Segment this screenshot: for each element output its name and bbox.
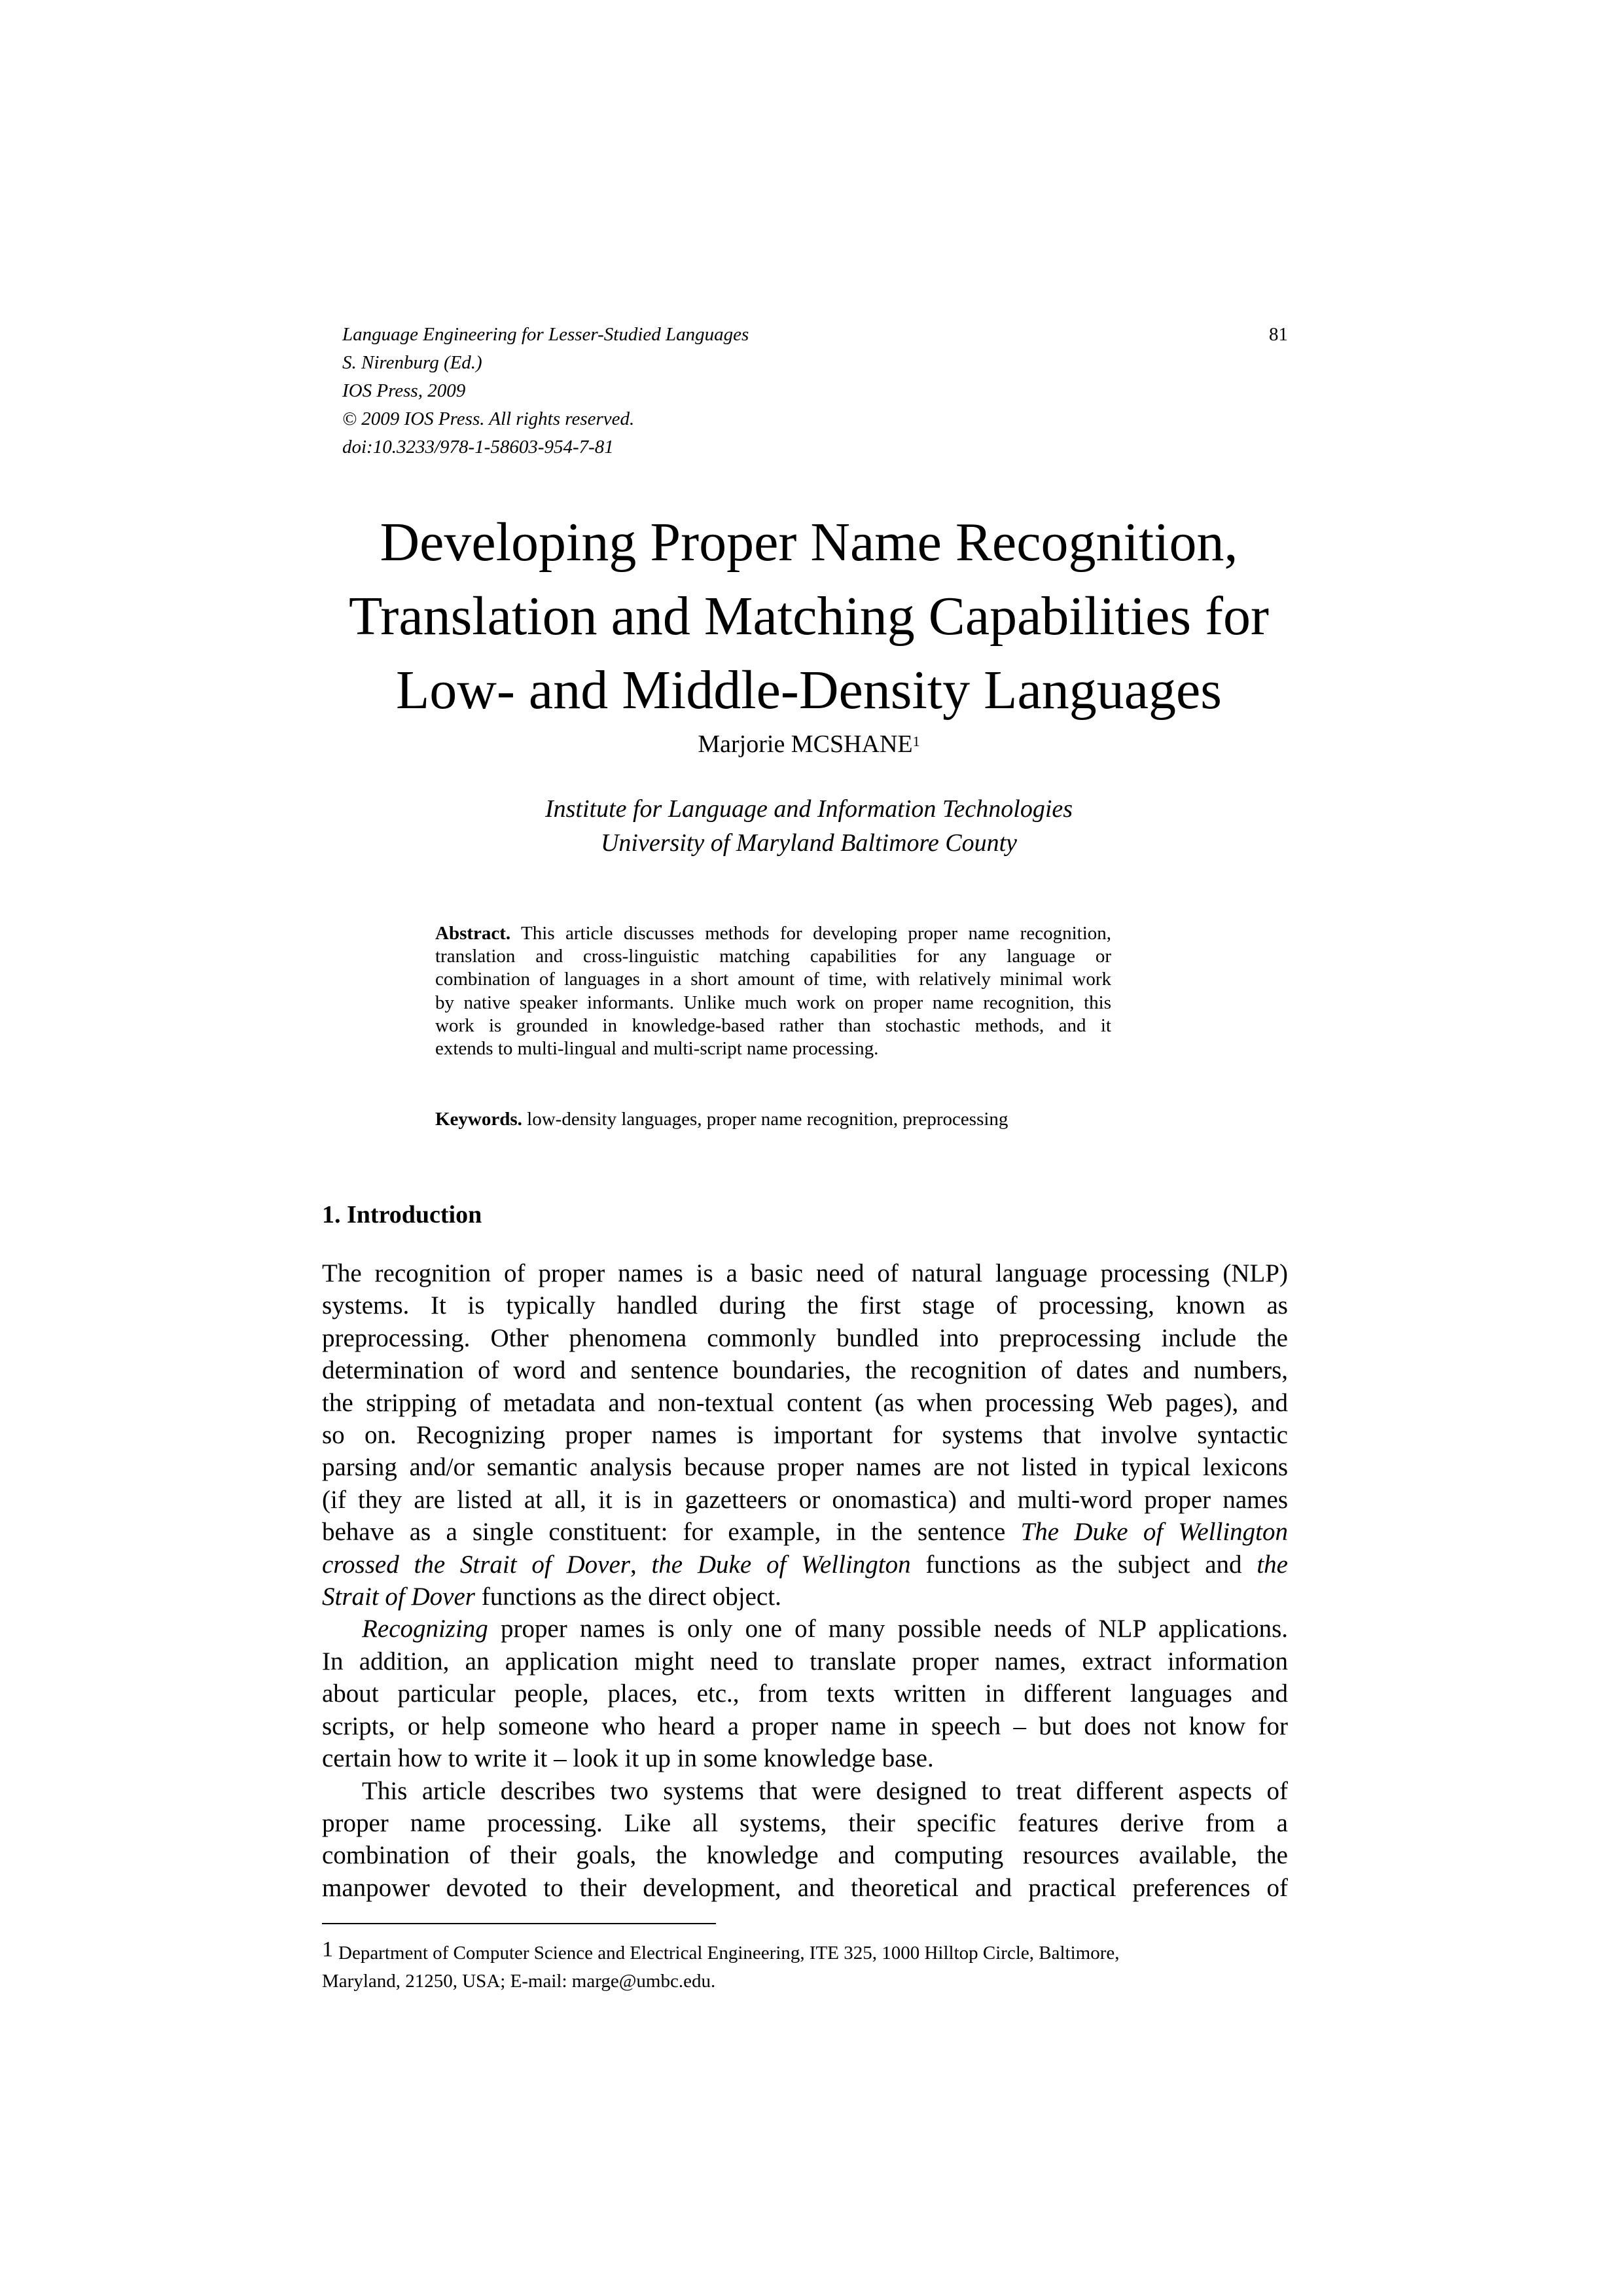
text-run: extends to multi-lingual and multi-script name processing. <box>435 1038 879 1060</box>
author <box>0 730 1618 759</box>
title-line: Translation and Matching Capabilities for <box>348 586 1269 647</box>
body-line <box>322 1419 1288 1451</box>
body-line <box>322 1549 1288 1581</box>
text-run: the stripping of metadata and non-textual content (as when processing Web pages), and <box>322 1388 1288 1417</box>
italic-text: Strait of Dover <box>322 1583 475 1611</box>
affiliation <box>0 792 1618 860</box>
body-line <box>322 1613 1288 1645</box>
affiliation-line: Institute for Language and Information Technologies <box>544 795 1073 823</box>
body-line <box>322 1775 1288 1807</box>
body-line <box>322 1710 1288 1742</box>
body-text <box>322 1257 1288 1904</box>
text-run: by native speaker informants. Unlike much work on proper name recognition, this <box>435 992 1111 1013</box>
text-run: work is grounded in knowledge-based rather than stochastic methods, and it <box>435 1014 1111 1036</box>
text-run: functions as the subject and <box>910 1550 1257 1579</box>
body-line <box>322 1354 1288 1386</box>
body-line <box>322 1677 1288 1710</box>
body-line <box>322 1645 1288 1677</box>
body-line <box>322 1839 1288 1871</box>
publisher: IOS Press, 2009 <box>342 380 466 401</box>
text-run: (if they are listed at all, it is in gazetteers or onomastica) and multi-word proper names <box>322 1485 1288 1514</box>
keywords-label: Keywords. <box>435 1109 522 1130</box>
text-run: certain how to write it – look it up in some knowledge base. <box>322 1744 934 1773</box>
text-run: so on. Recognizing proper names is important for systems that involve syntactic <box>322 1421 1288 1450</box>
text-run: translation and cross-linguistic matching capabilities for any language or <box>435 946 1111 967</box>
copyright: © 2009 IOS Press. All rights reserved. <box>342 408 635 429</box>
running-header <box>342 321 749 461</box>
footnote-mark: 1 <box>912 733 920 749</box>
abstract-line <box>435 1014 1111 1037</box>
book-title: Language Engineering for Lesser-Studied Languages <box>342 324 749 345</box>
title-line: Developing Proper Name Recognition, <box>380 512 1238 573</box>
text-run: preprocessing. Other phenomena commonly bundled into preprocessing include the <box>322 1323 1288 1352</box>
abstract <box>435 922 1111 1060</box>
paper-title <box>0 505 1618 727</box>
italic-text: crossed the Strait of Dover <box>322 1550 630 1579</box>
footnote-line <box>322 1939 1288 1967</box>
footnote-text: Department of Computer Science and Electrical Engineering, ITE 325, 1000 Hilltop Circle, Baltimore, <box>338 1943 1120 1964</box>
text-run: scripts, or help someone who heard a proper name in speech – but does not know for <box>322 1712 1288 1740</box>
section-heading: 1. Introduction <box>322 1201 482 1229</box>
text-run: , <box>630 1550 652 1579</box>
text-run: This article describes two systems that were designed to treat different aspects of <box>362 1776 1288 1805</box>
footnote <box>322 1939 1288 1996</box>
text-run: This article discusses methods for developing proper name recognition, <box>510 923 1111 944</box>
body-line <box>322 1516 1288 1548</box>
italic-text: Recognizing <box>362 1615 488 1643</box>
body-line <box>322 1257 1288 1289</box>
italic-text: The Duke of Wellington <box>1020 1518 1288 1547</box>
book-editor: S. Nirenburg (Ed.) <box>342 352 482 373</box>
abstract-line <box>435 968 1111 991</box>
footnote-rule <box>322 1923 716 1924</box>
text-run: proper name processing. Like all systems, their specific features derive from a <box>322 1808 1288 1837</box>
body-line <box>322 1581 1288 1613</box>
text-run: about particular people, places, etc., from texts written in different languages and <box>322 1679 1288 1708</box>
body-line <box>322 1322 1288 1354</box>
body-line <box>322 1484 1288 1516</box>
title-line: Low- and Middle-Density Languages <box>395 660 1222 721</box>
keywords <box>435 1108 1008 1131</box>
body-line <box>322 1872 1288 1904</box>
abstract-line <box>435 945 1111 968</box>
affiliation-line: University of Maryland Baltimore County <box>600 829 1018 857</box>
text-run: parsing and/or semantic analysis because proper names are not listed in typical lexicons <box>322 1453 1288 1482</box>
abstract-label: Abstract. <box>435 923 511 944</box>
text-run: combination of languages in a short amount of time, with relatively minimal work <box>435 969 1111 990</box>
abstract-line <box>435 1037 1111 1060</box>
text-run: proper names is only one of many possible needs of NLP applications. <box>488 1615 1288 1643</box>
abstract-line <box>435 992 1111 1014</box>
body-line <box>322 1742 1288 1774</box>
abstract-line <box>435 922 1111 945</box>
body-line <box>322 1451 1288 1483</box>
body-line <box>322 1289 1288 1321</box>
text-run: manpower devoted to their development, and theoretical and practical preferences of <box>322 1873 1288 1902</box>
footnote-line: Maryland, 21250, USA; E-mail: marge@umbc.edu. <box>322 1971 716 1992</box>
text-run: behave as a single constituent: for example, in the sentence <box>322 1518 1021 1547</box>
author-name: Marjorie MCSHANE <box>698 730 913 758</box>
body-line <box>322 1807 1288 1839</box>
text-run: systems. It is typically handled during the first stage of processing, known as <box>322 1291 1288 1320</box>
doi: doi:10.3233/978-1-58603-954-7-81 <box>342 437 614 457</box>
footnote-number: 1 <box>322 1937 333 1962</box>
keywords-text: low-density languages, proper name recognition, preprocessing <box>522 1109 1008 1130</box>
page-number: 81 <box>1269 324 1288 345</box>
text-run: In addition, an application might need to translate proper names, extract information <box>322 1647 1288 1676</box>
italic-text: the <box>1257 1550 1288 1579</box>
body-line <box>322 1387 1288 1419</box>
text-run: functions as the direct object. <box>474 1583 781 1611</box>
text-run: The recognition of proper names is a basic need of natural language processing (NLP) <box>322 1259 1288 1287</box>
italic-text: the Duke of Wellington <box>651 1550 911 1579</box>
text-run: combination of their goals, the knowledge and computing resources available, the <box>322 1841 1288 1870</box>
text-run: determination of word and sentence boundaries, the recognition of dates and numbers, <box>322 1356 1288 1385</box>
